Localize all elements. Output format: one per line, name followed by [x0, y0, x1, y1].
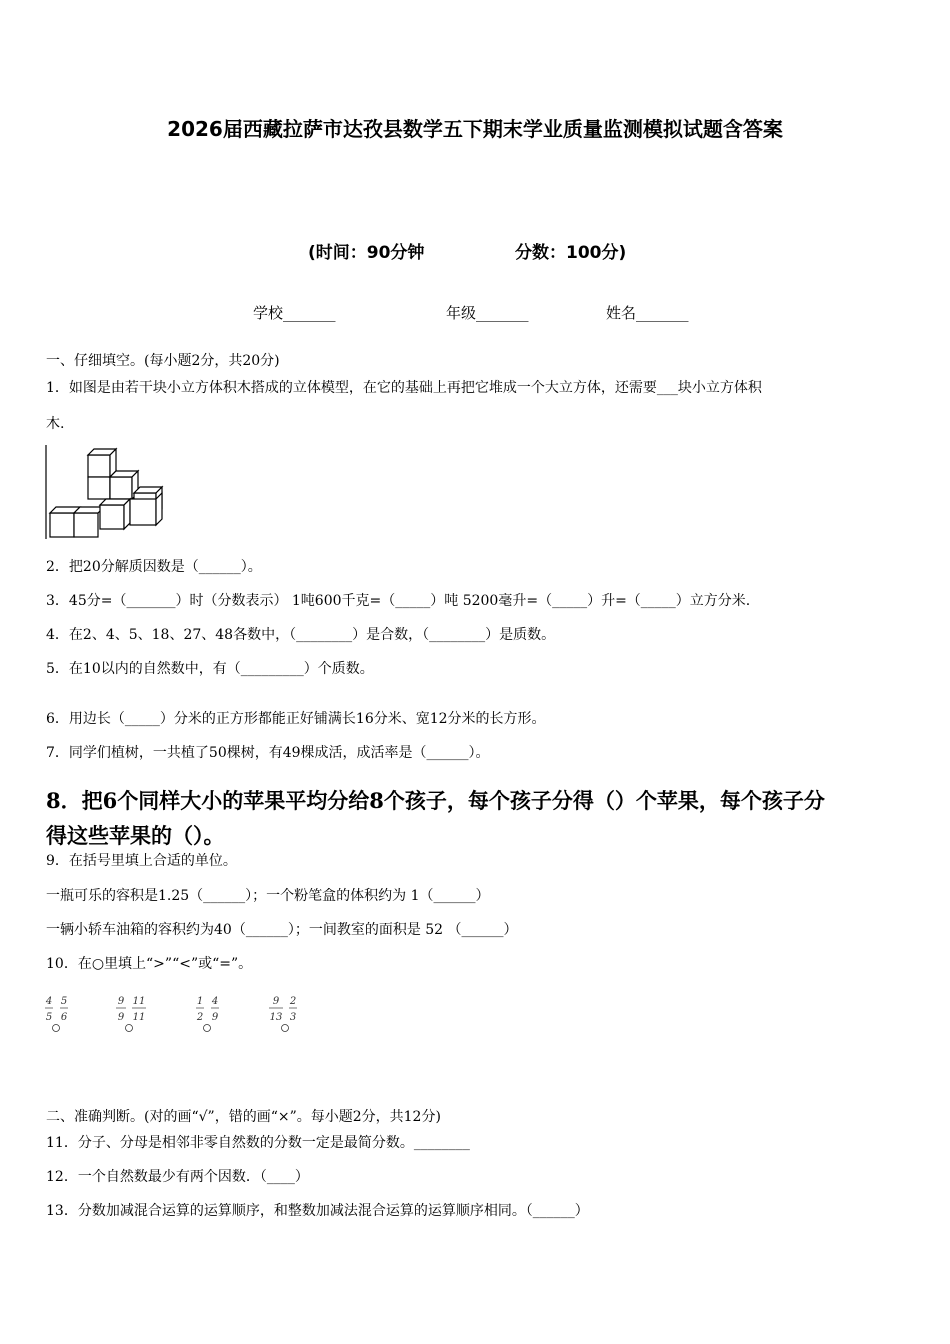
question-8-line-2: 得这些苹果的（）。 [46, 823, 225, 848]
question-9-a: 一瓶可乐的容积是1.25（______）；一个粉笔盒的体积约为 1（______） [46, 888, 490, 904]
compare-circle-2 [126, 1025, 133, 1032]
question-9-b: 一辆小轿车油箱的容积约为40（______）；一间教室的面积是 52 （______） [46, 922, 518, 938]
fraction-4-a-den: 13 [269, 1012, 283, 1023]
fraction-4-b-num: 2 [289, 996, 297, 1007]
cube-model-figure [44, 443, 168, 541]
fraction-3-b-num: 4 [211, 996, 219, 1007]
exam-time: (时间：90分钟 [308, 243, 425, 263]
question-1-line-2: 木. [46, 416, 65, 432]
page-title: 2026届西藏拉萨市达孜县数学五下期末学业质量监测模拟试题含答案 [167, 117, 783, 141]
fraction-4-b-den: 3 [289, 1012, 297, 1023]
question-5: 5．在10以内的自然数中，有（_________）个质数。 [46, 661, 374, 677]
school-field: 学校_______ [253, 304, 336, 322]
question-7: 7．同学们植树，一共植了50棵树，有49棵成活，成活率是（______）。 [46, 745, 490, 761]
compare-circle-3 [204, 1025, 211, 1032]
fraction-1-b-num: 5 [60, 996, 68, 1007]
question-2: 2．把20分解质因数是（______）。 [46, 559, 262, 575]
fraction-1-a-num: 4 [45, 996, 53, 1007]
question-1-line-1: 1．如图是由若干块小立方体积木搭成的立体模型，在它的基础上再把它堆成一个大立方体，还需要___块小立方体积 [46, 380, 762, 396]
question-11: 11．分子、分母是相邻非零自然数的分数一定是最简分数。________ [46, 1135, 470, 1151]
fraction-2-a-num: 9 [117, 996, 125, 1007]
section-2-heading: 二、准确判断。(对的画“√”，错的画“×”。每小题2分，共12分) [46, 1109, 441, 1125]
fraction-3-b-den: 9 [211, 1012, 219, 1023]
fraction-1-a-den: 5 [45, 1012, 53, 1023]
question-8-line-1: 8．把6个同样大小的苹果平均分给8个孩子，每个孩子分得（）个苹果，每个孩子分 [46, 788, 825, 813]
fraction-2-b-den: 11 [132, 1012, 146, 1023]
question-12: 12．一个自然数最少有两个因数．（____） [46, 1169, 309, 1185]
section-1-heading: 一、仔细填空。(每小题2分，共20分) [46, 353, 280, 369]
question-3: 3．45分=（_______）时（分数表示） 1吨600千克=（_____）吨 5200毫升=（_____）升=（_____）立方分米. [46, 593, 751, 609]
exam-score: 分数：100分) [515, 243, 627, 263]
question-10: 10．在○里填上“>”“<”或“=”。 [46, 956, 253, 972]
fraction-3-a-num: 1 [196, 996, 204, 1007]
question-9: 9．在括号里填上合适的单位。 [46, 853, 237, 869]
question-13: 13．分数加减混合运算的运算顺序，和整数加减法混合运算的运算顺序相同。（______） [46, 1203, 589, 1219]
fraction-4-a-num: 9 [272, 996, 280, 1007]
question-4: 4．在2、4、5、18、27、48各数中，（________）是合数，（________）是质数。 [46, 627, 556, 643]
fraction-2-b-num: 11 [132, 996, 146, 1007]
compare-circle-4 [282, 1025, 289, 1032]
question-6: 6．用边长（_____）分米的正方形都能正好铺满长16分米、宽12分米的长方形。 [46, 711, 546, 727]
name-field: 姓名_______ [606, 304, 689, 322]
fraction-3-a-den: 2 [196, 1012, 204, 1023]
fraction-2-a-den: 9 [117, 1012, 125, 1023]
compare-circle-1 [53, 1025, 60, 1032]
grade-field: 年级_______ [446, 304, 529, 322]
fraction-1-b-den: 6 [60, 1012, 68, 1023]
fraction-comparisons [40, 990, 320, 1038]
